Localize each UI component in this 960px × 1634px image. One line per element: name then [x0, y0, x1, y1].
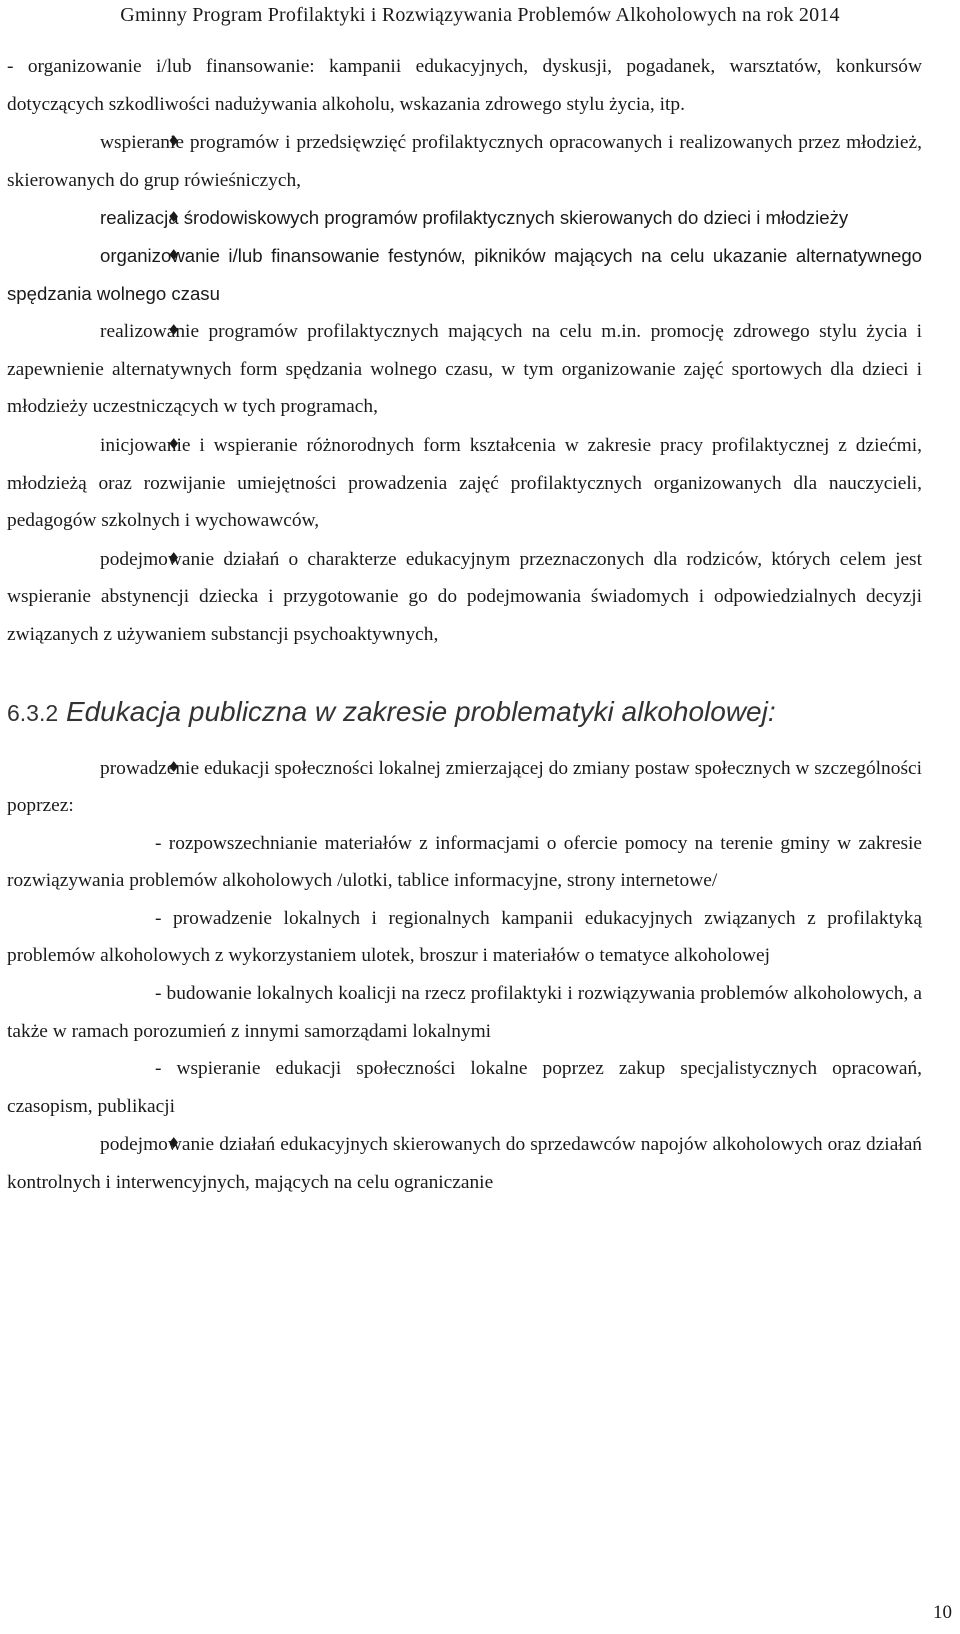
dash-item: - rozpowszechnianie materiałów z informacjami o ofercie pomocy na terenie gminy w zakresie rozwiązywania problemów alkoholowych /ulotki, tablice informacyjne, strony internetowe/: [7, 832, 922, 892]
bullet-item: [7, 199, 922, 237]
diamond-bullet-icon: [74, 321, 100, 342]
bullet-text: realizowanie programów profilaktycznych mających na celu m.in. promocję zdrowego stylu życia i zapewnienie alternatywnych form spędzania wolnego czasu, w tym organizowanie zajęć sportowych dla dzieci i młodzieży uczestniczących w tych programach,: [7, 321, 922, 418]
bullet-item: [7, 312, 922, 426]
page-header: Gminny Program Profilaktyki i Rozwiązywania Problemów Alkoholowych na rok 2014: [120, 4, 840, 26]
diamond-bullet-icon: [74, 758, 100, 779]
bullet-item: [7, 237, 922, 312]
dash-item: - budowanie lokalnych koalicji na rzecz profilaktyki i rozwiązywania problemów alkoholowych, a także w ramach porozumień z innymi samorządami lokalnymi: [7, 983, 922, 1042]
bullet-text: podejmowanie działań edukacyjnych skierowanych do sprzedawców napojów alkoholowych oraz działań kontrolnych i interwencyjnych, mających na celu ograniczanie: [7, 1134, 922, 1194]
bullet-item: [7, 123, 922, 199]
diamond-bullet-icon: [74, 245, 100, 266]
bullet-text: organizowanie i/lub finansowanie festynów, pikników mających na celu ukazanie alternatywnego spędzania wolnego czasu: [7, 244, 922, 304]
section-heading: [7, 694, 922, 731]
dash-item: - prowadzenie lokalnych i regionalnych kampanii edukacyjnych związanych z profilaktyką problemów alkoholowych z wykorzystaniem ulotek, broszur i materiałów o tematyce alkoholowej: [7, 907, 922, 967]
section-title: Edukacja publiczna w zakresie problematyki alkoholowej:: [65, 695, 776, 727]
bullet-text: podejmowanie działań o charakterze edukacyjnym przeznaczonych dla rodziców, których celem jest wspieranie abstynencji dziecka i przygotowanie go do podejmowania świadomych i odpowiedzialnych decyzji związanych z używaniem substancji psychoaktywnych,: [7, 548, 922, 645]
bullet-text: realizacja środowiskowych programów profilaktycznych skierowanych do dzieci i młodzieży: [100, 207, 849, 229]
bullet-text: prowadzenie edukacji społeczności lokalnej zmierzającej do zmiany postaw społecznych w szczególności poprzez:: [7, 757, 922, 817]
diamond-bullet-icon: [74, 132, 100, 153]
bullet-item: [7, 1125, 922, 1201]
bullet-item: [7, 749, 922, 825]
bullet-item: [7, 540, 922, 654]
bullet-item: [7, 426, 922, 540]
bullet-text: inicjowanie i wspieranie różnorodnych form kształcenia w zakresie pracy profilaktycznej z dziećmi, młodzieżą oraz rozwijanie umiejętności prowadzenia zajęć profilaktycznych organizowanych dla nauczycieli, pedagogów szkolnych i wychowawców,: [7, 434, 922, 532]
diamond-bullet-icon: [74, 1134, 100, 1155]
section-number: 6.3.2: [7, 699, 59, 726]
dash-item: - wspieranie edukacji społeczności lokalne poprzez zakup specjalistycznych opracowań, czasopism, publikacji: [7, 1058, 922, 1117]
diamond-bullet-icon: [74, 435, 100, 456]
document-body: [7, 48, 922, 1202]
page-number: 10: [933, 1602, 952, 1623]
dash-item: - organizowanie i/lub finansowanie: kampanii edukacyjnych, dyskusji, pogadanek, warsztatów, konkursów dotyczących szkodliwości nadużywania alkoholu, wskazania zdrowego stylu życia, itp.: [7, 56, 922, 115]
diamond-bullet-icon: [74, 207, 100, 228]
diamond-bullet-icon: [74, 549, 100, 570]
bullet-text: wspieranie programów i przedsięwzięć profilaktycznych opracowanych i realizowanych przez młodzież, skierowanych do grup rówieśniczych,: [7, 132, 922, 191]
